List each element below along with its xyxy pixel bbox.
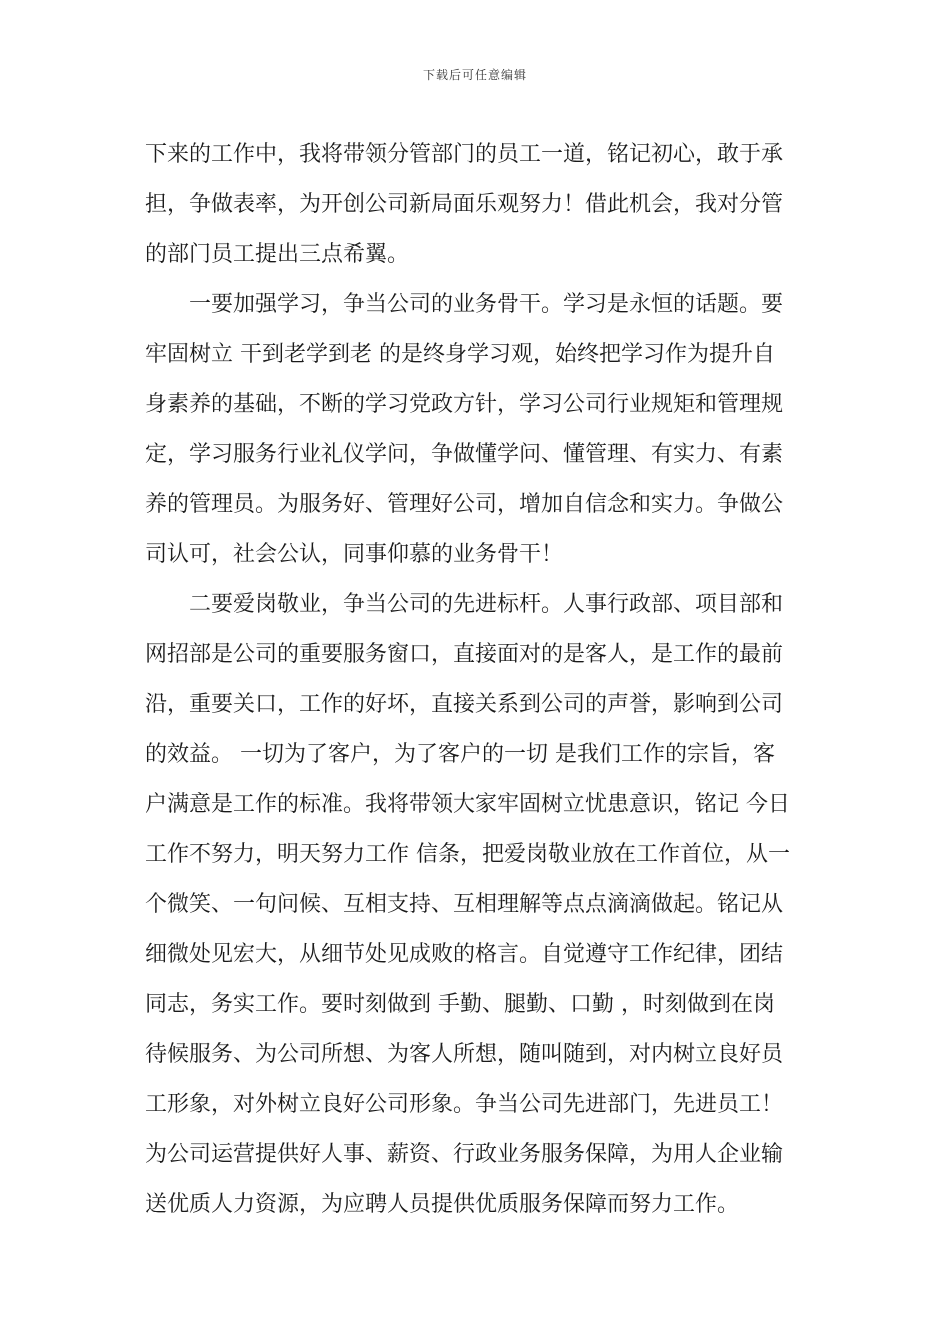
paragraph-start-line: 二要爱岗敬业，争当公司的先进标杆。人事行政部、项目部和	[189, 592, 784, 617]
text-line: 网招部是公司的重要服务窗口，直接面对的是客人，是工作的最前	[145, 642, 784, 667]
text-line: 个微笑、一句问候、互相支持、互相理解等点点滴滴做起。铭记从	[145, 892, 784, 917]
text-line: 待候服务、为公司所想、为客人所想，随叫随到，对内树立良好员	[145, 1042, 784, 1067]
text-line: 同志，务实工作。要时刻做到 手勤、腿勤、口勤 ，时刻做到在岗	[145, 992, 775, 1017]
text-line: 养的管理员。为服务好、管理好公司，增加自信念和实力。争做公	[145, 492, 784, 517]
text-line: 沿，重要关口，工作的好坏，直接关系到公司的声誉，影响到公司	[145, 692, 784, 717]
text-line: 司认可，社会公认，同事仰慕的业务骨干！	[145, 542, 564, 567]
text-line: 的效益。 一切为了客户，为了客户的一切 是我们工作的宗旨，客	[145, 742, 775, 767]
text-line: 工作不努力，明天努力工作 信条，把爱岗敬业放在工作首位，从一	[145, 842, 790, 867]
text-line: 担，争做表率，为开创公司新局面乐观努力！借此机会，我对分管	[145, 192, 784, 217]
text-line: 工形象，对外树立良好公司形象。争当公司先进部门，先进员工！	[145, 1092, 784, 1117]
paragraph-start-line: 一要加强学习，争当公司的业务骨干。学习是永恒的话题。要	[189, 292, 784, 317]
text-line: 送优质人力资源，为应聘人员提供优质服务保障而努力工作。	[145, 1192, 740, 1217]
text-line: 下来的工作中，我将带领分管部门的员工一道，铭记初心，敢于承	[145, 142, 784, 167]
text-line: 牢固树立 干到老学到老 的是终身学习观，始终把学习作为提升自	[145, 342, 775, 367]
text-line: 身素养的基础，不断的学习党政方针，学习公司行业规矩和管理规	[145, 392, 784, 417]
text-line: 细微处见宏大，从细节处见成败的格言。自觉遵守工作纪律，团结	[145, 942, 784, 967]
document-body	[145, 130, 810, 1230]
page-header: 下载后可任意编辑	[422, 68, 527, 82]
text-line: 为公司运营提供好人事、薪资、行政业务服务保障，为用人企业输	[145, 1142, 784, 1167]
text-line: 的部门员工提出三点希翼。	[145, 242, 410, 267]
text-line: 户满意是工作的标准。我将带领大家牢固树立忧患意识，铭记 今日	[145, 792, 790, 817]
text-line: 定，学习服务行业礼仪学问，争做懂学问、懂管理、有实力、有素	[145, 442, 784, 467]
